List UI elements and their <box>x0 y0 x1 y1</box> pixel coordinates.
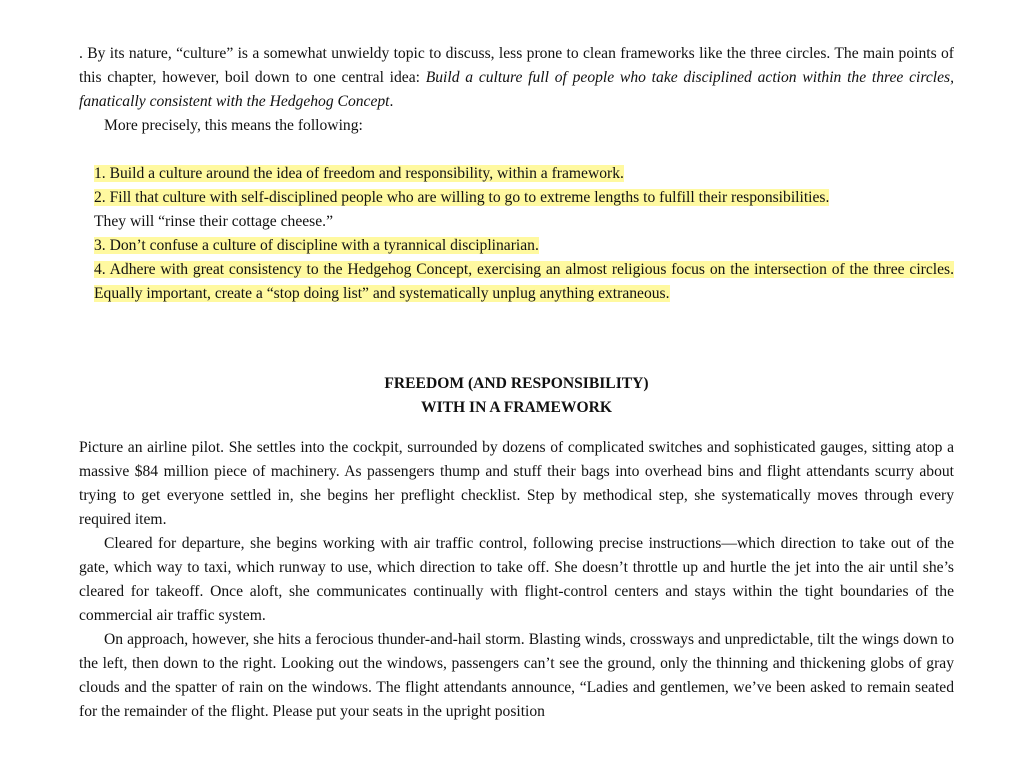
intro-end: . <box>389 93 394 110</box>
page-bottom-edge <box>0 735 1031 765</box>
highlight: 4. Adhere with great consistency to the Hedgehog Concept, exercising an almost religious focus on the intersection of the three circles. Equally important, create a “stop doing list” and systematically unplug anything extraneous. <box>94 261 954 302</box>
body-paragraph: Cleared for departure, she begins working with air traffic control, following precise instructions—which direction to take out of the gate, which way to taxi, which runway to use, which direction to take off. She doesn’t throttle up and hurtle the jet into the air until she’s cleared for takeoff. Once aloft, she communicates continually with flight-control centers and stays within the tight boundaries of the commercial air traffic system. <box>79 535 954 624</box>
section-heading-line: WITH IN A FRAMEWORK <box>420 399 613 416</box>
list-item-continuation: They will “rinse their cottage cheese.” <box>94 213 333 230</box>
list-item <box>94 162 954 186</box>
lead-in-paragraph: More precisely, this means the following: <box>104 117 363 134</box>
highlight: 2. Fill that culture with self-disciplined people who are willing to go to extreme lengths to fulfill their responsibilities. <box>94 189 830 206</box>
list-item <box>94 186 954 210</box>
intro-paragraph <box>79 42 954 114</box>
body-paragraph: On approach, however, she hits a ferocious thunder-and-hail storm. Blasting winds, crossways and unpredictable, tilt the wings down to the left, then down to the right. Looking out the windows, passengers can’t see the ground, only the thinning and thickening globs of gray clouds and the spatter of rain on the windows. The flight attendants announce, “Ladies and gentlemen, we’ve been asked to remain seated for the remainder of the flight. Please put your seats in the upright position <box>79 631 954 720</box>
list-item <box>94 258 954 306</box>
section-heading-line: FREEDOM (AND RESPONSIBILITY) <box>384 375 649 392</box>
body-paragraph: Picture an airline pilot. She settles into the cockpit, surrounded by dozens of complicated switches and sophisticated gauges, sitting atop a massive $84 million piece of machinery. As passengers thump and stuff their bags into overhead bins and flight attendants scurry about trying to get everyone settled in, she begins her preflight checklist. Step by methodical step, she systematically moves through every required item. <box>79 439 954 528</box>
section-heading <box>79 372 954 420</box>
intro-text: . By its nature, “culture” is a somewhat unwieldy topic to discuss, less prone to clean frameworks like the three circles. The main points of this chapter, however, boil down to one central idea: <box>79 45 954 86</box>
highlight: 1. Build a culture around the idea of freedom and responsibility, within a framework. <box>94 165 624 182</box>
intro-emphasis: Build a culture full of people who take disciplined action within the three circles, fanatically consistent with the Hedgehog Concept <box>79 69 954 110</box>
highlighted-list <box>94 162 954 306</box>
document-page <box>79 42 954 724</box>
highlight: 3. Don’t confuse a culture of discipline with a tyrannical disciplinarian. <box>94 237 539 254</box>
list-item <box>94 234 954 258</box>
